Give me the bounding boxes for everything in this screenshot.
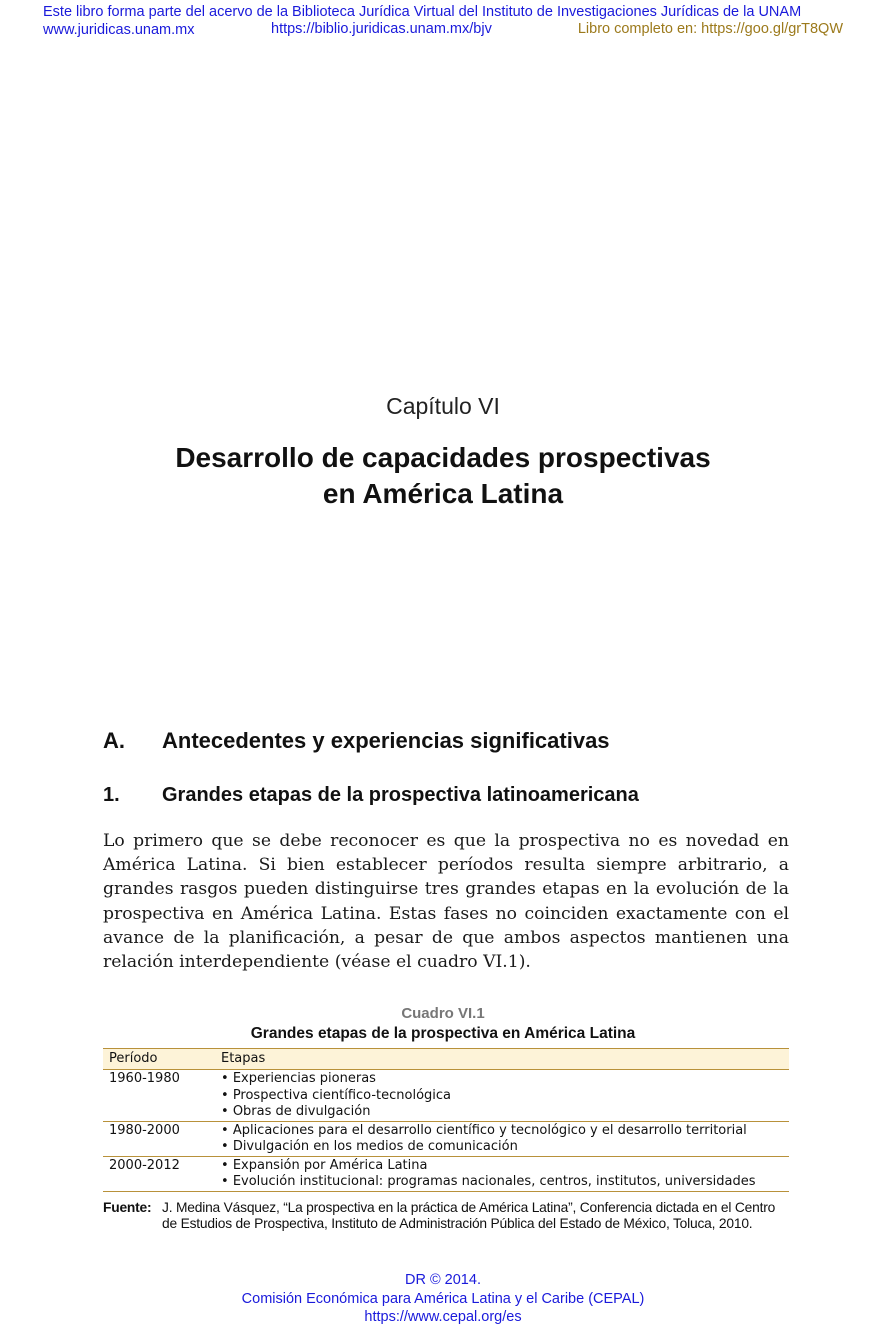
header-complete-book-link[interactable]: Libro completo en: https://goo.gl/grT8QW <box>577 21 843 37</box>
header-period: Período <box>103 1049 215 1070</box>
table-row <box>103 1070 789 1122</box>
table-title: Grandes etapas de la prospectiva en América Latina <box>250 1025 636 1042</box>
header-site-link[interactable]: www.juridicas.unam.mx <box>43 22 195 38</box>
footer-publisher: Comisión Económica para América Latina y el Caribe (CEPAL) <box>241 1291 645 1307</box>
table-header-row <box>103 1049 789 1070</box>
chapter-title <box>0 440 886 512</box>
period-cell: 2000-2012 <box>103 1156 215 1191</box>
source-text: J. Medina Vásquez, “La prospectiva en la práctica de América Latina”, Conferencia dictada en el Centro de Estudios de Prospectiva, Instituto de Administración Pública del Estado de México, Toluca, 2010. <box>162 1200 776 1231</box>
stage-item: • Expansión por América Latina <box>221 1158 783 1175</box>
table-row <box>103 1121 789 1156</box>
table-row <box>103 1156 789 1191</box>
chapter-title-line2: en América Latina <box>322 478 564 509</box>
header-stages: Etapas <box>215 1049 789 1070</box>
section-1-number: 1. <box>103 784 120 806</box>
section-a-title: Antecedentes y experiencias significativas <box>162 728 610 753</box>
source-label: Fuente: <box>103 1200 152 1215</box>
section-a-heading <box>103 728 610 754</box>
period-cell: 1980-2000 <box>103 1121 215 1156</box>
footer-link[interactable]: https://www.cepal.org/es <box>364 1309 522 1325</box>
stage-item: • Obras de divulgación <box>221 1104 783 1121</box>
stage-item: • Divulgación en los medios de comunicación <box>221 1139 783 1156</box>
stages-table <box>103 1048 789 1192</box>
header-notice: Este libro forma parte del acervo de la Biblioteca Jurídica Virtual del Instituto de Investigaciones Jurídicas de la UNAM <box>43 4 802 20</box>
stages-cell <box>215 1070 789 1122</box>
section-1-heading <box>103 784 639 807</box>
chapter-label: Capítulo VI <box>386 393 500 419</box>
header-bjv-link[interactable]: https://biblio.juridicas.unam.mx/bjv <box>271 21 492 37</box>
table-source <box>103 1200 793 1232</box>
stage-item: • Aplicaciones para el desarrollo científico y tecnológico y el desarrollo territorial <box>221 1123 783 1140</box>
stage-item: • Evolución institucional: programas nacionales, centros, institutos, universidades <box>221 1174 783 1191</box>
body-paragraph: Lo primero que se debe reconocer es que la prospectiva no es novedad en América Latina. Si bien establecer períodos resulta siempre arbitrario, a grandes rasgos pueden distinguirse tres grandes etapas en la evolución de la prospectiva en América Latina. Estas fases no coinciden exactamente con el avance de la planificación, a pesar de que ambos aspectos mantienen una relación interdependiente (véase el cuadro VI.1). <box>103 831 789 973</box>
chapter-title-line1: Desarrollo de capacidades prospectivas <box>175 442 711 473</box>
footer-copyright: DR © 2014. <box>405 1272 481 1288</box>
table-number: Cuadro VI.1 <box>401 1005 485 1022</box>
stage-item: • Experiencias pioneras <box>221 1071 783 1088</box>
section-1-title: Grandes etapas de la prospectiva latinoamericana <box>162 784 639 806</box>
stages-cell <box>215 1156 789 1191</box>
stage-item: • Prospectiva científico-tecnológica <box>221 1088 783 1105</box>
stages-cell <box>215 1121 789 1156</box>
section-a-number: A. <box>103 728 125 753</box>
period-cell: 1960-1980 <box>103 1070 215 1122</box>
